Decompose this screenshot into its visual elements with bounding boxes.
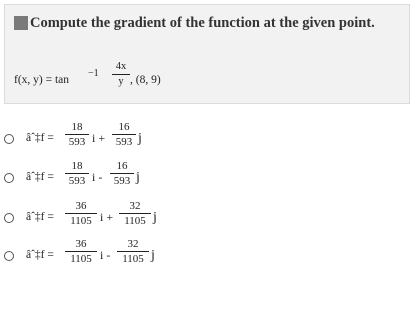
function-fraction	[110, 61, 132, 88]
i-coefficient-fraction	[65, 238, 97, 265]
choice-operator: i +	[92, 131, 106, 145]
i-numerator: 36	[75, 238, 87, 250]
i-numerator: 18	[71, 121, 83, 133]
fraction-bar	[117, 251, 149, 252]
function-numerator: 4x	[115, 61, 127, 72]
fraction-bar	[65, 213, 97, 214]
radio-button[interactable]	[4, 213, 14, 223]
fraction-bar	[110, 173, 134, 174]
question-title: Compute the gradient of the function at the given point.	[30, 14, 375, 31]
j-denominator: 593	[115, 136, 133, 148]
i-denominator: 1105	[70, 253, 92, 265]
j-denominator: 593	[113, 175, 131, 187]
function-denominator: y	[118, 76, 124, 87]
fraction-bar	[112, 74, 130, 75]
i-coefficient-fraction	[65, 200, 97, 227]
j-coefficient-fraction	[119, 200, 151, 227]
fraction-bar	[65, 251, 97, 252]
j-numerator: 16	[118, 121, 130, 133]
j-coefficient-fraction	[110, 160, 134, 187]
j-unit: j	[153, 210, 157, 225]
choice-operator: i -	[92, 170, 103, 184]
function-superscript: −1	[88, 68, 99, 79]
i-coefficient-fraction	[65, 121, 89, 148]
function-prefix: f(x, y) = tan	[14, 74, 70, 86]
fraction-bar	[65, 134, 89, 135]
j-unit: j	[136, 170, 140, 185]
question-header	[14, 15, 375, 31]
i-numerator: 18	[71, 160, 83, 172]
i-denominator: 593	[68, 175, 86, 187]
choice-prefix: âˆ‡f =	[26, 132, 54, 144]
i-denominator: 1105	[70, 215, 92, 227]
j-coefficient-fraction	[112, 121, 136, 148]
choice-operator: i -	[100, 248, 111, 262]
j-numerator: 32	[129, 200, 141, 212]
radio-button[interactable]	[4, 173, 14, 183]
j-coefficient-fraction	[117, 238, 149, 265]
choice-prefix: âˆ‡f =	[26, 249, 54, 261]
j-denominator: 1105	[122, 253, 144, 265]
radio-button[interactable]	[4, 251, 14, 261]
fraction-bar	[65, 173, 89, 174]
i-numerator: 36	[75, 200, 87, 212]
j-numerator: 32	[127, 238, 139, 250]
question-marker-icon	[14, 16, 28, 30]
fraction-bar	[119, 213, 151, 214]
radio-button[interactable]	[4, 134, 14, 144]
j-numerator: 16	[116, 160, 128, 172]
i-denominator: 593	[68, 136, 86, 148]
i-coefficient-fraction	[65, 160, 89, 187]
question-panel	[4, 4, 410, 104]
fraction-bar	[112, 134, 136, 135]
j-denominator: 1105	[124, 215, 146, 227]
function-point: , (8, 9)	[130, 74, 161, 86]
choice-prefix: âˆ‡f =	[26, 171, 54, 183]
j-unit: j	[151, 248, 155, 263]
j-unit: j	[138, 131, 142, 146]
choice-prefix: âˆ‡f =	[26, 211, 54, 223]
choice-operator: i +	[100, 210, 114, 224]
